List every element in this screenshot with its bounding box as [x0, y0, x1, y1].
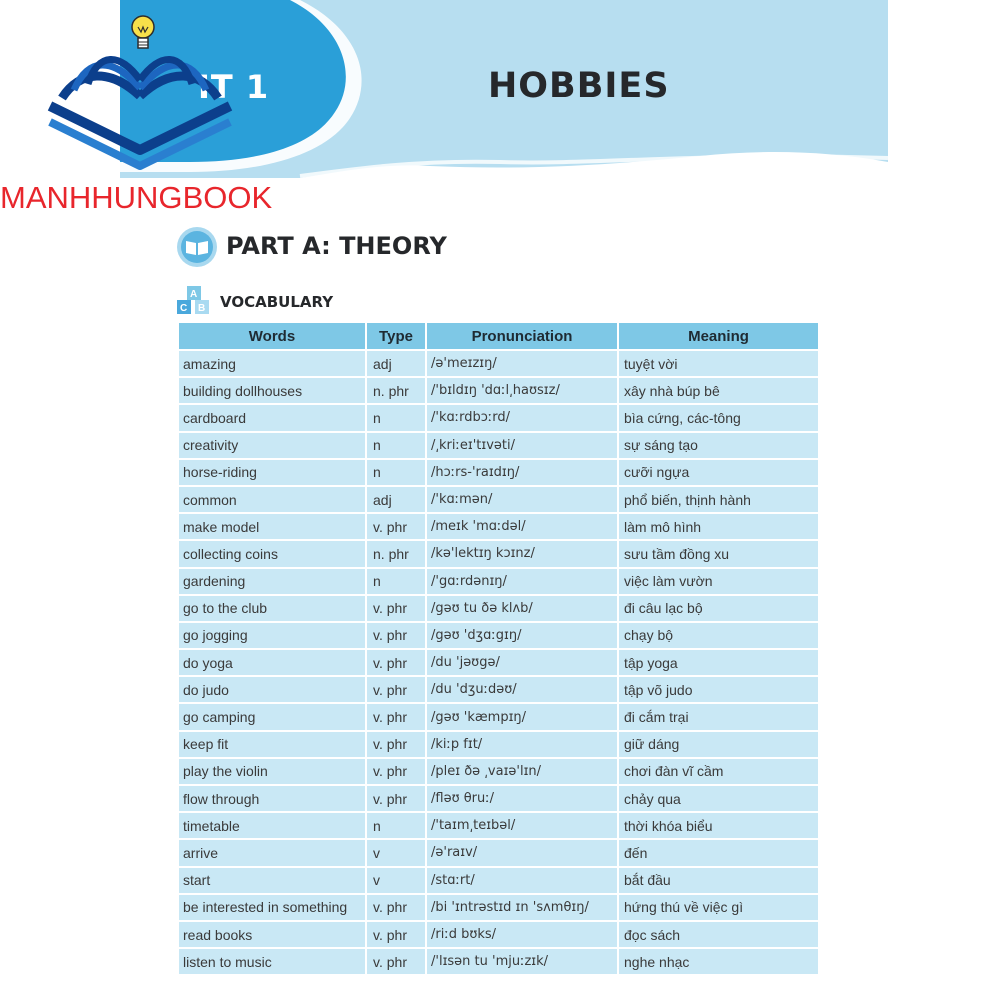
type-cell: v. phr [366, 785, 426, 812]
abc-blocks-icon [175, 286, 217, 316]
table-header-row [178, 322, 819, 350]
pronunciation-cell: /hɔːrs-'raɪdɪŋ/ [426, 459, 618, 486]
table-row [178, 703, 819, 730]
pronunciation-cell: /du 'jəʊgə/ [426, 649, 618, 676]
type-cell: n [366, 404, 426, 431]
table-row [178, 404, 819, 431]
meaning-cell: bắt đầu [618, 867, 819, 894]
table-row [178, 459, 819, 486]
word-cell: timetable [178, 812, 366, 839]
header-words: Words [178, 322, 366, 350]
word-cell: read books [178, 921, 366, 948]
meaning-cell: đi câu lạc bộ [618, 595, 819, 622]
word-cell: cardboard [178, 404, 366, 431]
table-row [178, 676, 819, 703]
pronunciation-cell: /kiːp fɪt/ [426, 731, 618, 758]
type-cell: v [366, 839, 426, 866]
type-cell: v. phr [366, 731, 426, 758]
meaning-cell: chạy bộ [618, 622, 819, 649]
type-cell: n [366, 568, 426, 595]
pronunciation-cell: /gəʊ 'dʒɑːgɪŋ/ [426, 622, 618, 649]
meaning-cell: tập yoga [618, 649, 819, 676]
table-row [178, 540, 819, 567]
meaning-cell: bìa cứng, các-tông [618, 404, 819, 431]
table-row [178, 486, 819, 513]
word-cell: do yoga [178, 649, 366, 676]
table-row [178, 894, 819, 921]
meaning-cell: giữ dáng [618, 731, 819, 758]
pronunciation-cell: /'bɪldɪŋ 'dɑːl͵haʊsɪz/ [426, 377, 618, 404]
type-cell: n [366, 812, 426, 839]
word-cell: go jogging [178, 622, 366, 649]
book-icon [176, 226, 218, 268]
type-cell: v. phr [366, 649, 426, 676]
meaning-cell: sự sáng tạo [618, 432, 819, 459]
type-cell: v. phr [366, 513, 426, 540]
table-row [178, 350, 819, 377]
table-row [178, 595, 819, 622]
section-title: PART A: THEORY [226, 232, 447, 260]
pronunciation-cell: /du 'dʒuːdəʊ/ [426, 676, 618, 703]
meaning-cell: đi cắm trại [618, 703, 819, 730]
vocabulary-heading: VOCABULARY [220, 293, 334, 311]
table-row [178, 867, 819, 894]
header-meaning: Meaning [618, 322, 819, 350]
meaning-cell: chảy qua [618, 785, 819, 812]
meaning-cell: làm mô hình [618, 513, 819, 540]
table-row [178, 921, 819, 948]
type-cell: n [366, 432, 426, 459]
word-cell: go camping [178, 703, 366, 730]
word-cell: listen to music [178, 948, 366, 975]
meaning-cell: phổ biến, thịnh hành [618, 486, 819, 513]
word-cell: start [178, 867, 366, 894]
table-body [178, 350, 819, 975]
word-cell: arrive [178, 839, 366, 866]
brand-name-part2: BOOK [182, 180, 273, 215]
meaning-cell: sưu tầm đồng xu [618, 540, 819, 567]
type-cell: n. phr [366, 540, 426, 567]
meaning-cell: hứng thú về việc gì [618, 894, 819, 921]
type-cell: v. phr [366, 921, 426, 948]
word-cell: amazing [178, 350, 366, 377]
word-cell: collecting coins [178, 540, 366, 567]
word-cell: keep fit [178, 731, 366, 758]
type-cell: adj [366, 486, 426, 513]
vocabulary-table [177, 321, 820, 976]
meaning-cell: thời khóa biểu [618, 812, 819, 839]
table-row [178, 785, 819, 812]
table-row [178, 622, 819, 649]
pronunciation-cell: /ə'meɪzɪŋ/ [426, 350, 618, 377]
pronunciation-cell: /gəʊ tu ðə klʌb/ [426, 595, 618, 622]
table-row [178, 731, 819, 758]
pronunciation-cell: /stɑːrt/ [426, 867, 618, 894]
meaning-cell: tuyệt vời [618, 350, 819, 377]
meaning-cell: nghe nhạc [618, 948, 819, 975]
type-cell: v. phr [366, 948, 426, 975]
brand-name-part1: MANHHUNG [0, 180, 183, 215]
word-cell: flow through [178, 785, 366, 812]
word-cell: play the violin [178, 758, 366, 785]
table-row [178, 948, 819, 975]
type-cell: v. phr [366, 595, 426, 622]
table-row [178, 568, 819, 595]
pronunciation-cell: /'gɑːrdənɪŋ/ [426, 568, 618, 595]
meaning-cell: xây nhà búp bê [618, 377, 819, 404]
brand-name [0, 180, 272, 216]
word-cell: make model [178, 513, 366, 540]
type-cell: v. phr [366, 758, 426, 785]
pronunciation-cell: /pleɪ ðə ͵vaɪə'lɪn/ [426, 758, 618, 785]
header-type: Type [366, 322, 426, 350]
meaning-cell: chơi đàn vĩ cầm [618, 758, 819, 785]
pronunciation-cell: /meɪk 'mɑːdəl/ [426, 513, 618, 540]
type-cell: adj [366, 350, 426, 377]
word-cell: creativity [178, 432, 366, 459]
meaning-cell: cưỡi ngựa [618, 459, 819, 486]
pronunciation-cell: /͵kriːeɪ'tɪvəti/ [426, 432, 618, 459]
type-cell: n [366, 459, 426, 486]
type-cell: v. phr [366, 622, 426, 649]
word-cell: horse-riding [178, 459, 366, 486]
table-row [178, 758, 819, 785]
pronunciation-cell: /'kɑːrdbɔːrd/ [426, 404, 618, 431]
type-cell: v. phr [366, 894, 426, 921]
pronunciation-cell: /'taɪm͵teɪbəl/ [426, 812, 618, 839]
meaning-cell: đọc sách [618, 921, 819, 948]
word-cell: do judo [178, 676, 366, 703]
table-row [178, 377, 819, 404]
word-cell: common [178, 486, 366, 513]
word-cell: go to the club [178, 595, 366, 622]
word-cell: be interested in something [178, 894, 366, 921]
svg-text:B: B [198, 303, 206, 314]
meaning-cell: đến [618, 839, 819, 866]
table-row [178, 649, 819, 676]
type-cell: v [366, 867, 426, 894]
table-row [178, 513, 819, 540]
unit-label: IT 1 [198, 68, 270, 106]
pronunciation-cell: /bi 'ɪntrəstɪd ɪn 'sʌmθɪŋ/ [426, 894, 618, 921]
table-row [178, 812, 819, 839]
word-cell: building dollhouses [178, 377, 366, 404]
pronunciation-cell: /'lɪsən tu 'mjuːzɪk/ [426, 948, 618, 975]
svg-text:A: A [190, 289, 198, 300]
type-cell: v. phr [366, 676, 426, 703]
svg-text:C: C [180, 303, 188, 314]
header-pronunciation: Pronunciation [426, 322, 618, 350]
page-title: HOBBIES [488, 66, 670, 106]
pronunciation-cell: /riːd bʊks/ [426, 921, 618, 948]
meaning-cell: việc làm vườn [618, 568, 819, 595]
type-cell: n. phr [366, 377, 426, 404]
type-cell: v. phr [366, 703, 426, 730]
pronunciation-cell: /'kɑːmən/ [426, 486, 618, 513]
meaning-cell: tập võ judo [618, 676, 819, 703]
open-book-logo [40, 50, 250, 170]
table-row [178, 839, 819, 866]
table-row [178, 432, 819, 459]
pronunciation-cell: /gəʊ 'kæmpɪŋ/ [426, 703, 618, 730]
word-cell: gardening [178, 568, 366, 595]
pronunciation-cell: /kə'lektɪŋ kɔɪnz/ [426, 540, 618, 567]
pronunciation-cell: /fləʊ θruː/ [426, 785, 618, 812]
pronunciation-cell: /ə'raɪv/ [426, 839, 618, 866]
